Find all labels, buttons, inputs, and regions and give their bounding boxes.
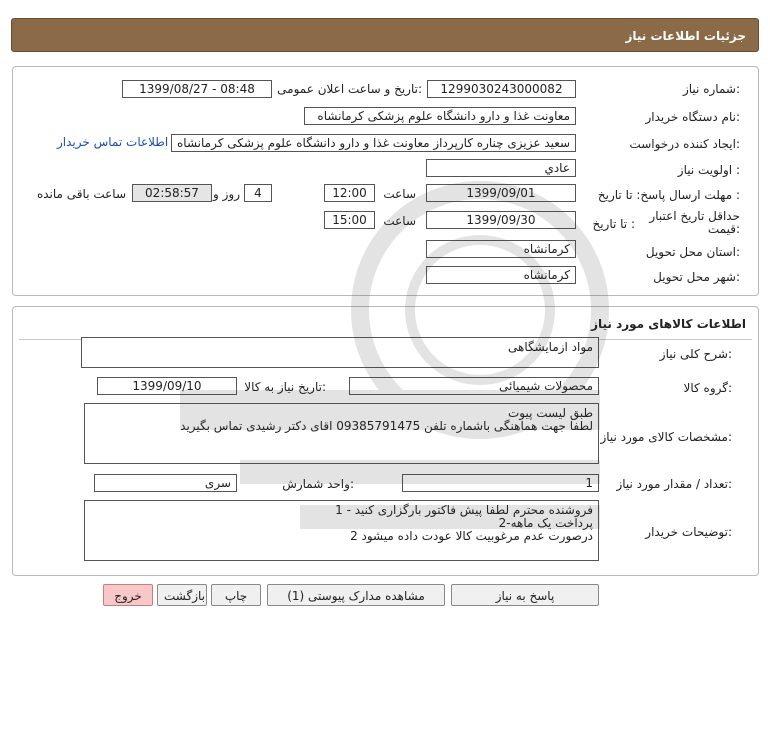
need-number-field: 1299030243000082 — [427, 80, 576, 98]
send-deadline-time-field: 12:00 — [324, 184, 375, 202]
notes-line-3: 2 درصورت عدم مرغوبیت کالا عودت داده میشود — [350, 529, 593, 543]
goods-section-title: اطلاعات کالاهای مورد نیاز — [591, 317, 746, 331]
city-label: شهر محل تحویل: — [653, 270, 740, 284]
specs-field — [84, 403, 599, 464]
reply-button[interactable]: پاسخ به نیاز — [451, 584, 599, 606]
need-info-panel — [12, 66, 759, 296]
buyer-org-field: معاونت غذا و دارو دانشگاه علوم پزشکی کرمانشاه — [304, 107, 576, 125]
goods-group-label: گروه کالا: — [683, 381, 732, 395]
exit-button[interactable]: خروج — [103, 584, 153, 606]
buyer-contact-link[interactable]: اطلاعات تماس خریدار — [57, 135, 169, 149]
priority-label: اولویت نیاز : — [677, 163, 740, 177]
province-label: استان محل تحویل: — [645, 245, 740, 259]
remaining-time-label: ساعت باقی مانده — [36, 187, 126, 201]
page-title: جزئیات اطلاعات نیاز — [625, 29, 746, 43]
quantity-field: 1 — [402, 474, 599, 492]
specs-line-2: لطفا جهت هماهنگی باشماره تلفن 09385791475 اقای دکتر رشیدی تماس بگیرید — [180, 419, 593, 433]
print-button[interactable]: چاپ — [211, 584, 261, 606]
requester-field: سعید عزیزی چناره کارپرداز معاونت غذا و دارو دانشگاه علوم پزشکی کرمانشاه — [171, 134, 576, 152]
description-label: شرح کلی نیاز: — [659, 347, 732, 361]
notes-line-2: 2-پرداخت یک ماهه — [498, 516, 593, 530]
notes-line-1: 1 - فروشنده محترم لطفا پیش فاکتور بارگزاری کنید — [335, 503, 593, 517]
unit-label: واحد شمارش: — [282, 477, 354, 491]
need-date-field: 1399/09/10 — [97, 377, 237, 395]
specs-label: مشخصات کالای مورد نیاز: — [600, 430, 732, 444]
validity-to-date-label: تا تاریخ : — [592, 217, 635, 231]
specs-line-1: طبق لیست پیوت — [507, 406, 593, 420]
need-number-label: شماره نیاز: — [682, 82, 740, 96]
price-validity-time-field: 15:00 — [324, 211, 375, 229]
remaining-time-field: 02:58:57 — [132, 184, 212, 202]
send-deadline-time-label: ساعت — [383, 187, 416, 201]
buyer-notes-label: توضیحات خریدار: — [645, 525, 732, 539]
send-deadline-label: مهلت ارسال پاسخ: تا تاریخ : — [597, 188, 740, 202]
goods-group-field: محصولات شیمیائی — [349, 377, 599, 395]
view-attachments-button[interactable]: مشاهده مدارک پیوستی (1) — [267, 584, 445, 606]
description-field: مواد ازمایشگاهی — [81, 337, 599, 368]
need-date-label: تاریخ نیاز به کالا: — [244, 380, 326, 394]
send-deadline-date-field: 1399/09/01 — [426, 184, 576, 202]
announce-datetime-field: 1399/08/27 - 08:48 — [122, 80, 272, 98]
announce-datetime-label: تاریخ و ساعت اعلان عمومی: — [277, 82, 422, 96]
remaining-days-field: 4 — [244, 184, 272, 202]
price-validity-label: حداقل تاریخ اعتبار قیمت: — [649, 209, 740, 236]
province-field: کرمانشاه — [426, 240, 576, 258]
unit-field: سری — [94, 474, 237, 492]
requester-label: ایجاد کننده درخواست: — [629, 137, 740, 151]
price-validity-date-field: 1399/09/30 — [426, 211, 576, 229]
quantity-label: تعداد / مقدار مورد نیاز: — [616, 477, 732, 491]
priority-field: عادي — [426, 159, 576, 177]
buyer-org-label: نام دستگاه خریدار: — [645, 110, 740, 124]
buyer-notes-field — [84, 500, 599, 561]
remaining-days-label: روز و — [213, 187, 240, 201]
page-header — [11, 18, 759, 52]
back-button[interactable]: بازگشت — [157, 584, 207, 606]
price-validity-time-label: ساعت — [383, 214, 416, 228]
city-field: کرمانشاه — [426, 266, 576, 284]
